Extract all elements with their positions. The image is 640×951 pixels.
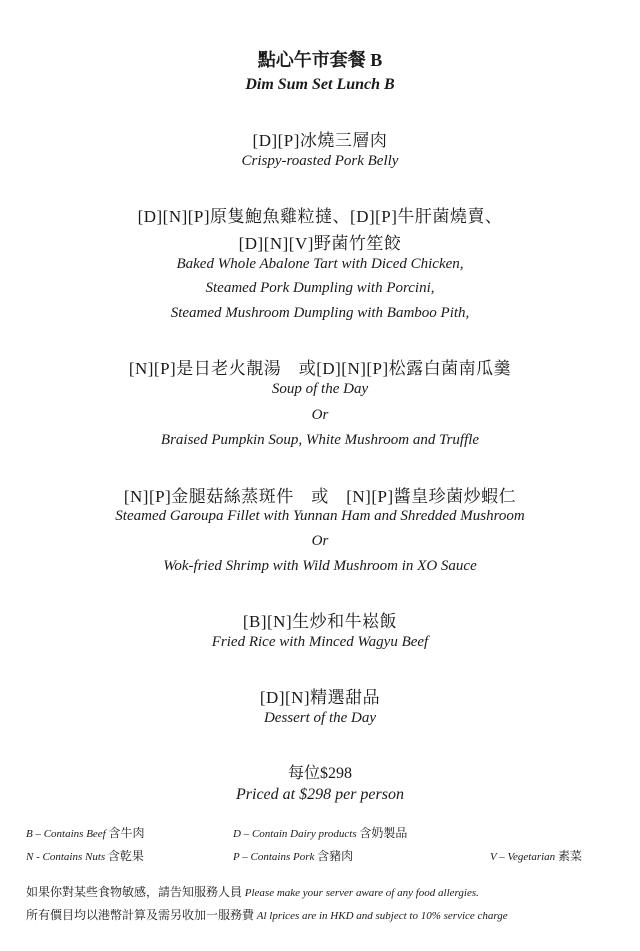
menu-title-chinese: 點心午市套餐 B <box>257 50 383 70</box>
menu-title-english: Dim Sum Set Lunch B <box>245 76 395 93</box>
course-4-english-option1: Steamed Garoupa Fillet with Yunnan Ham and Shredded Mushroom <box>115 508 525 524</box>
legend-pork-english: P – Contains Pork <box>233 851 315 863</box>
legend-nuts <box>26 847 144 864</box>
course-4-chinese: [N][P]金腿菇絲蒸斑件 或 [N][P]醬皇珍菌炒蝦仁 <box>123 487 517 506</box>
service-charge-note-english: Al lprices are in HKD and subject to 10% service charge <box>256 910 508 922</box>
legend-pork-chinese: 含豬肉 <box>317 849 354 863</box>
course-3-chinese: [N][P]是日老火靚湯 或[D][N][P]松露白菌南瓜羹 <box>128 359 512 378</box>
allergy-note-english: Please make your server aware of any food allergies. <box>244 887 479 899</box>
allergy-note-chinese: 如果你對某些食物敏感，請告知服務人員 <box>26 885 243 899</box>
price-chinese: 每位$298 <box>287 765 352 782</box>
legend-dairy-english: D – Contain Dairy products <box>233 828 357 840</box>
course-6-chinese: [D][N]精選甜品 <box>259 688 381 707</box>
course-3-or: Or <box>311 407 329 423</box>
course-6-english: Dessert of the Day <box>263 710 377 726</box>
course-1-english: Crispy-roasted Pork Belly <box>241 153 399 169</box>
legend-vegetarian-english: V – Vegetarian <box>490 851 556 863</box>
course-2-english-line3: Steamed Mushroom Dumpling with Bamboo Pith, <box>170 305 470 321</box>
course-2-chinese-line2: [D][N][V]野菌竹笙餃 <box>238 234 402 253</box>
service-charge-note <box>26 906 508 923</box>
legend-vegetarian <box>490 847 582 864</box>
course-2-chinese-line1: [D][N][P]原隻鮑魚雞粒撻、[D][P]牛肝菌燒賣、 <box>137 207 503 226</box>
legend-beef-english: B – Contains Beef <box>26 828 106 840</box>
course-1-chinese: [D][P]冰燒三層肉 <box>252 131 388 150</box>
legend-dairy-chinese: 含奶製品 <box>359 826 408 840</box>
course-2-english-line2: Steamed Pork Dumpling with Porcini, <box>205 280 435 296</box>
course-2-english-line1: Baked Whole Abalone Tart with Diced Chicken, <box>176 256 464 272</box>
legend-dairy <box>233 824 407 841</box>
course-5-chinese: [B][N]生炒和牛崧飯 <box>242 612 398 631</box>
course-3-english-option2: Braised Pumpkin Soup, White Mushroom and Truffle <box>160 432 480 448</box>
legend-pork <box>233 847 353 864</box>
allergy-note <box>26 883 479 900</box>
legend-vegetarian-chinese: 素菜 <box>557 849 582 863</box>
course-4-or: Or <box>311 533 329 549</box>
legend-beef-chinese: 含牛肉 <box>108 826 145 840</box>
course-5-english: Fried Rice with Minced Wagyu Beef <box>211 634 429 650</box>
course-3-english-option1: Soup of the Day <box>271 381 369 397</box>
course-4-english-option2: Wok-fried Shrimp with Wild Mushroom in XO Sauce <box>163 558 477 574</box>
service-charge-note-chinese: 所有價目均以港幣計算及需另收加一服務費 <box>26 908 255 922</box>
legend-beef <box>26 824 145 841</box>
legend-nuts-english: N - Contains Nuts <box>26 851 106 863</box>
price-english: Priced at $298 per person <box>236 786 404 803</box>
legend-nuts-chinese: 含乾果 <box>107 849 144 863</box>
